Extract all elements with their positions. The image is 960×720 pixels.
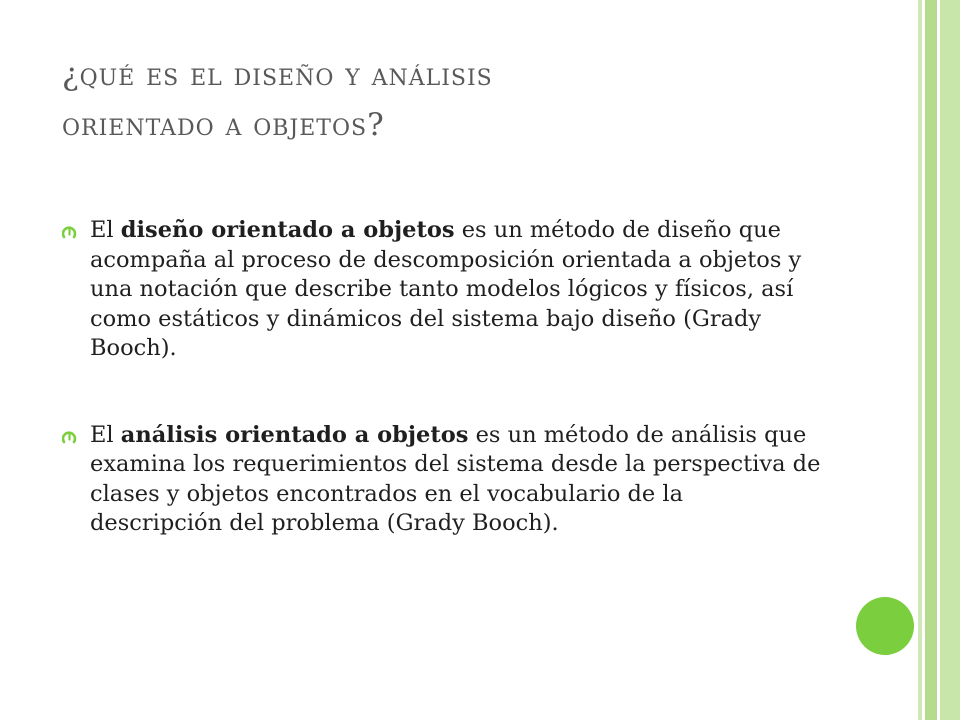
bullet-text: [90, 422, 820, 537]
bullet-term: diseño orientado a objetos: [120, 217, 455, 243]
bullet-prefix: El: [90, 217, 121, 243]
bullet-list: [62, 216, 822, 539]
circle-bullet-icon: [62, 225, 77, 240]
bullet-prefix: El: [90, 421, 121, 448]
decorative-green-circle: [856, 597, 914, 655]
title-line-1: ¿qué es el diseño y análisis: [62, 57, 493, 93]
circle-bullet-icon: [62, 430, 77, 445]
bullet-item-analysis: [62, 421, 822, 539]
bullet-term: análisis orientado a objetos: [120, 421, 469, 448]
bullet-description: es un método de análisis que examina los requerimientos del sistema desde la perspectiva de clases y objetos encontrados en el vocabulario de la descripción del problema (Grady Booch).: [90, 421, 821, 536]
band-stripe: [925, 0, 937, 720]
bullet-item-design: [62, 216, 822, 364]
band-stripe: [940, 0, 960, 720]
slide-title: [62, 50, 822, 150]
bullet-description: es un método de diseño que acompaña al proceso de descomposición orientada a objetos y una notación que describe tanto modelos lógicos y físicos, así como estáticos y dinámicos del sistema bajo diseño (Grady Booch).: [90, 217, 802, 361]
bullet-text: [90, 217, 801, 361]
decorative-side-band: [918, 0, 960, 720]
title-line-2: orientado a objetos?: [62, 107, 385, 143]
